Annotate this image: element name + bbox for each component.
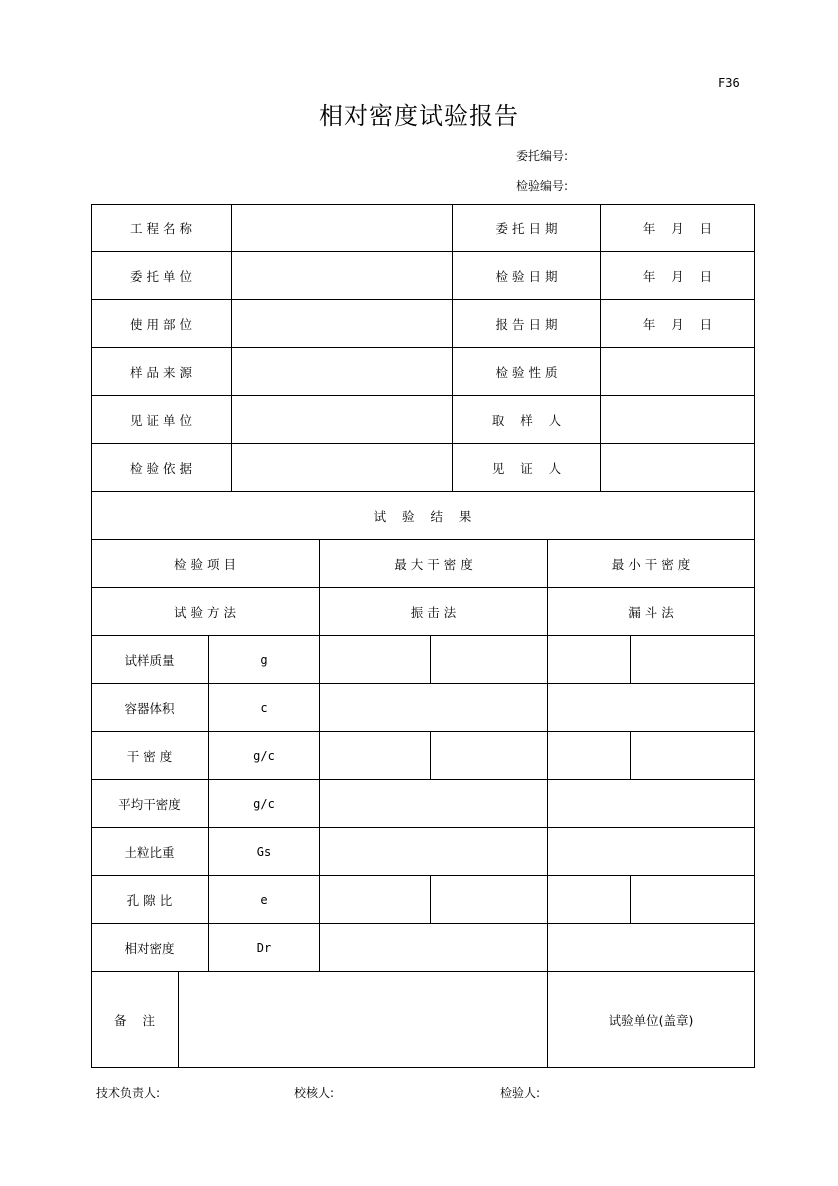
value-cell[interactable] [431,636,548,684]
value-cell[interactable] [320,828,548,876]
value-cell[interactable] [631,876,755,924]
row-label: 容器体积 [91,684,209,732]
value-cell[interactable] [548,780,755,828]
value-cell[interactable] [320,732,431,780]
inspection-nature-field[interactable] [601,348,755,396]
stamp-label: 试验单位(盖章) [548,972,755,1068]
row-label: 平均干密度 [91,780,209,828]
funnel-method: 漏 斗 法 [548,588,755,636]
value-cell[interactable] [631,636,755,684]
value-cell[interactable] [548,924,755,972]
row-unit: c [209,684,320,732]
value-cell[interactable] [320,684,548,732]
max-dry-density-header: 最 大 干 密 度 [320,540,548,588]
remarks-field[interactable] [179,972,548,1068]
witness-field[interactable] [601,444,755,492]
value-cell[interactable] [320,924,548,972]
value-cell[interactable] [631,732,755,780]
row-label: 土粒比重 [91,828,209,876]
inspector-label: 检验人: [500,1086,541,1100]
row-label: 干 密 度 [91,732,209,780]
sampler-field[interactable] [601,396,755,444]
value-cell[interactable] [548,828,755,876]
witness-unit-field[interactable] [232,396,453,444]
test-method-label: 试 验 方 法 [91,588,320,636]
commission-date-label: 委 托 日 期 [453,204,601,252]
commission-number-label: 委托编号: [516,149,569,163]
value-cell[interactable] [320,636,431,684]
use-part-label: 使 用 部 位 [91,300,232,348]
value-cell[interactable] [548,684,755,732]
row-unit: e [209,876,320,924]
project-name-field[interactable] [232,204,453,252]
inspection-basis-label: 检 验 依 据 [91,444,232,492]
reviewer-label: 校核人: [294,1086,335,1100]
page-title: 相对密度试验报告 [319,102,519,130]
remarks-label: 备 注 [91,972,179,1068]
value-cell[interactable] [320,876,431,924]
value-cell[interactable] [548,732,631,780]
commission-date-field[interactable]: 年 月 日 [601,204,755,252]
witness-unit-label: 见 证 单 位 [91,396,232,444]
sample-source-field[interactable] [232,348,453,396]
report-date-field[interactable]: 年 月 日 [601,300,755,348]
row-label: 孔 隙 比 [91,876,209,924]
form-code: F36 [718,76,740,90]
witness-label: 见 证 人 [453,444,601,492]
inspection-date-field[interactable]: 年 月 日 [601,252,755,300]
inspection-basis-field[interactable] [232,444,453,492]
results-section-title: 试 验 结 果 [91,492,755,540]
inspection-item-label: 检 验 项 目 [91,540,320,588]
sample-source-label: 样 品 来 源 [91,348,232,396]
value-cell[interactable] [431,732,548,780]
commission-unit-label: 委 托 单 位 [91,252,232,300]
report-table [91,204,755,1068]
value-cell[interactable] [548,876,631,924]
row-unit: g [209,636,320,684]
row-unit: g/c [209,780,320,828]
row-unit: Gs [209,828,320,876]
inspection-number-label: 检验编号: [516,179,569,193]
inspection-date-label: 检 验 日 期 [453,252,601,300]
row-unit: g/c [209,732,320,780]
project-name-label: 工 程 名 称 [91,204,232,252]
use-part-field[interactable] [232,300,453,348]
row-label: 试样质量 [91,636,209,684]
vibration-method: 振 击 法 [320,588,548,636]
commission-unit-field[interactable] [232,252,453,300]
sampler-label: 取 样 人 [453,396,601,444]
inspection-nature-label: 检 验 性 质 [453,348,601,396]
value-cell[interactable] [548,636,631,684]
row-unit: Dr [209,924,320,972]
value-cell[interactable] [431,876,548,924]
report-date-label: 报 告 日 期 [453,300,601,348]
row-label: 相对密度 [91,924,209,972]
min-dry-density-header: 最 小 干 密 度 [548,540,755,588]
value-cell[interactable] [320,780,548,828]
tech-lead-label: 技术负责人: [96,1086,161,1100]
